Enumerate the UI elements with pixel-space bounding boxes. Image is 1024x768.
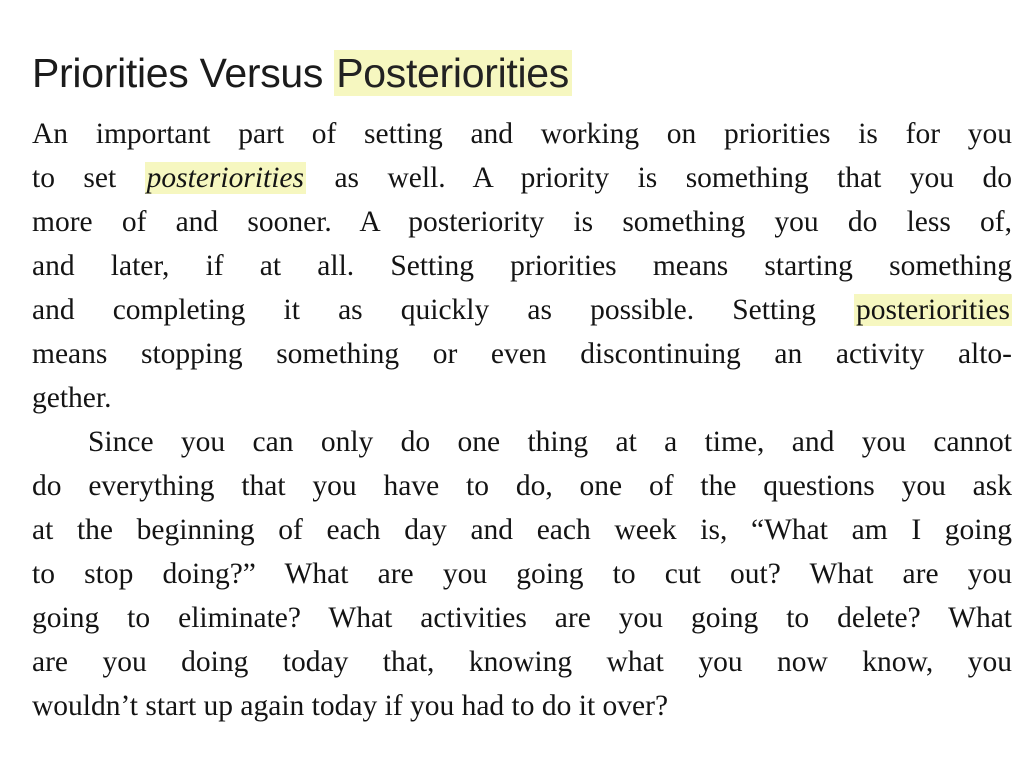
line-segment: to set <box>32 162 145 194</box>
paragraph-1 <box>32 112 1012 420</box>
heading-text: Priorities Versus <box>32 50 335 96</box>
text-line: to stop doing?” What are you going to cut out? What are you <box>32 558 1012 590</box>
text-line: An important part of setting and working on priorities is for you <box>32 118 1012 150</box>
text-line: at the beginning of each day and each week is, “What am I going <box>32 514 1012 546</box>
line-segment: and completing it as quickly as possible. Setting <box>32 294 854 326</box>
text-line: and later, if at all. Setting priorities means starting something <box>32 250 1012 282</box>
text-line: more of and sooner. A posteriority is something you do less of, <box>32 206 1012 238</box>
heading-highlight: Posteriorities <box>334 50 572 96</box>
text-line: going to eliminate? What activities are you going to delete? What <box>32 602 1012 634</box>
highlighted-term: posteriorities <box>855 294 1010 326</box>
text-line <box>32 288 1012 332</box>
text-line <box>32 156 1012 200</box>
line-segment: as well. A priority is something that you do <box>305 162 1012 194</box>
text-line: means stopping something or even discontinuing an activity alto- <box>32 338 1012 370</box>
text-line: wouldn’t start up again today if you had to do it over? <box>32 690 669 722</box>
text-line: gether. <box>32 382 112 414</box>
text-line: do everything that you have to do, one of the questions you ask <box>32 470 1012 502</box>
section-heading <box>32 48 572 98</box>
text-line: Since you can only do one thing at a time, and you cannot <box>88 426 1012 458</box>
highlighted-term: posteriorities <box>146 162 304 194</box>
paragraph-2 <box>32 420 1012 728</box>
body-text <box>32 112 1012 728</box>
text-line: are you doing today that, knowing what you now know, you <box>32 646 1012 678</box>
